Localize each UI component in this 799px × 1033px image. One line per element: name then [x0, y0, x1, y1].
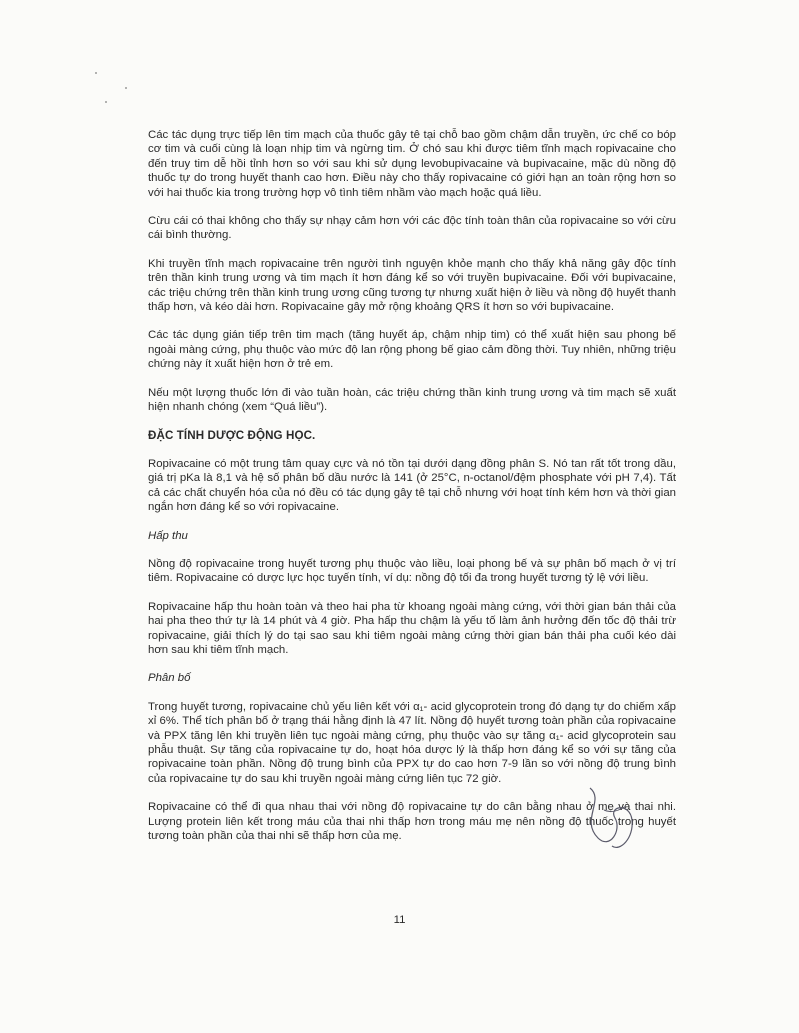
- page-number: 11: [393, 914, 406, 926]
- subheading-absorption: Hấp thu: [148, 529, 188, 542]
- paragraph: Nồng độ ropivacaine trong huyết tương phụ thuộc vào liều, loại phong bế và sự phân bố mạch ở vị trí tiêm. Ropivacaine có dược lực học tuyến tính, ví dụ: nồng độ tối đa trong huyết tương tỷ lệ với liều.: [148, 557, 676, 585]
- subheading-distribution: Phân bố: [148, 672, 191, 685]
- section-heading: ĐẶC TÍNH DƯỢC ĐỘNG HỌC.: [148, 428, 316, 442]
- paragraph: Nếu một lượng thuốc lớn đi vào tuần hoàn, các triệu chứng thần kinh trung ương và tim mạch sẽ xuất hiện nhanh chóng (xem “Quá liều”).: [148, 386, 676, 414]
- paragraph: Các tác dụng gián tiếp trên tim mạch (tăng huyết áp, chậm nhịp tim) có thể xuất hiện sau phong bế ngoài màng cứng, phụ thuộc vào mức độ lan rộng phong bế giao cảm đồng thời. Tuy nhiên, những triệu chứng này ít xuất hiện hơn ở trẻ em.: [148, 329, 676, 371]
- paragraph: Ropivacaine hấp thu hoàn toàn và theo hai pha từ khoang ngoài màng cứng, với thời gian bán thải của hai pha theo thứ tự là 14 phút và 4 giờ. Pha hấp thu chậm là yếu tố làm ảnh hưởng đến tốc độ thải trừ ropivacaine, giải thích lý do tại sao sau khi tiêm ngoài màng cứng thời gian bán thải pha cuối kéo dài hơn sau khi tiêm tĩnh mạch.: [148, 600, 676, 656]
- paragraph: Ropivacaine có thể đi qua nhau thai với nồng độ ropivacaine tự do cân bằng nhau ở mẹ và thai nhi. Lượng protein liên kết trong máu của thai nhi thấp hơn trong máu mẹ nên nồng độ thuốc trong huyết tương toàn phần của thai nhi sẽ thấp hơn của mẹ.: [148, 801, 676, 843]
- paragraph: Ropivacaine có một trung tâm quay cực và nó tồn tại dưới dạng đồng phân S. Nó tan rất tốt trong dầu, giá trị pKa là 8,1 và hệ số phân bố dầu nước là 141 (ở 25°C, n-octanol/đệm phosphate với pH 7,4). Tất cả các chất chuyển hóa của nó đều có tác dụng gây tê tại chỗ nhưng với hoạt tính kém hơn và thời gian ngắn hơn đáng kể so với ropivacaine.: [148, 457, 676, 514]
- paragraph: Các tác dụng trực tiếp lên tim mạch của thuốc gây tê tại chỗ bao gồm chậm dẫn truyền, ức chế co bóp cơ tim và cuối cùng là loạn nhịp tim và ngừng tim. Ở chó sau khi được tiêm tĩnh mạch ropivacaine cho đến truy tim dễ hồi tỉnh hơn so với sau khi sử dụng levobupivacaine và bupivacaine, mặc dù nồng độ thuốc tự do trong huyết thanh cao hơn. Điều này cho thấy ropivacaine có giới hạn an toàn rộng hơn so với hai thuốc kia trong trường hợp vô tình tiêm nhầm vào mạch hoặc quá liều.: [148, 129, 676, 199]
- paragraph: Cừu cái có thai không cho thấy sự nhạy cảm hơn với các độc tính toàn thân của ropivacaine so với cừu cái bình thường.: [148, 215, 676, 242]
- paragraph: Khi truyền tĩnh mạch ropivacaine trên người tình nguyện khỏe mạnh cho thấy khả năng gây độc tính trên thần kinh trung ương và tim mạch ít hơn đáng kể so với truyền bupivacaine. Đối với bupivacaine, các triệu chứng trên thần kinh trung ương cũng tương tự nhưng xuất hiện ở liều và nồng độ huyết thanh thấp hơn, và kéo dài hơn. Ropivacaine gây mở rộng khoảng QRS ít hơn so với bupivacaine.: [148, 257, 676, 314]
- scan-speck: [125, 87, 127, 89]
- document-body: [148, 128, 676, 857]
- handwritten-signature: [560, 780, 670, 860]
- paragraph: Trong huyết tương, ropivacaine chủ yếu liên kết với α₁- acid glycoprotein trong đó dạng tự do chiếm xấp xỉ 6%. Thể tích phân bố ở trạng thái hằng định là 47 lít. Nồng độ huyết tương toàn phần của ropivacaine và PPX tăng lên khi truyền liên tục ngoài màng cứng, phụ thuộc vào sự tăng α₁- acid glycoprotein sau phẫu thuật. Sự tăng của ropivacaine tự do, hoạt hóa dược lý là thấp hơn đáng kể so với sự tăng của ropivacaine toàn phần. Nồng độ trung bình của PPX tự do cao hơn 7-9 lần so với nồng độ trung bình của ropivacaine tự do sau khi truyền ngoài màng cứng liên tục 72 giờ.: [148, 700, 676, 785]
- scan-speck: [95, 72, 97, 74]
- scan-speck: [105, 101, 107, 103]
